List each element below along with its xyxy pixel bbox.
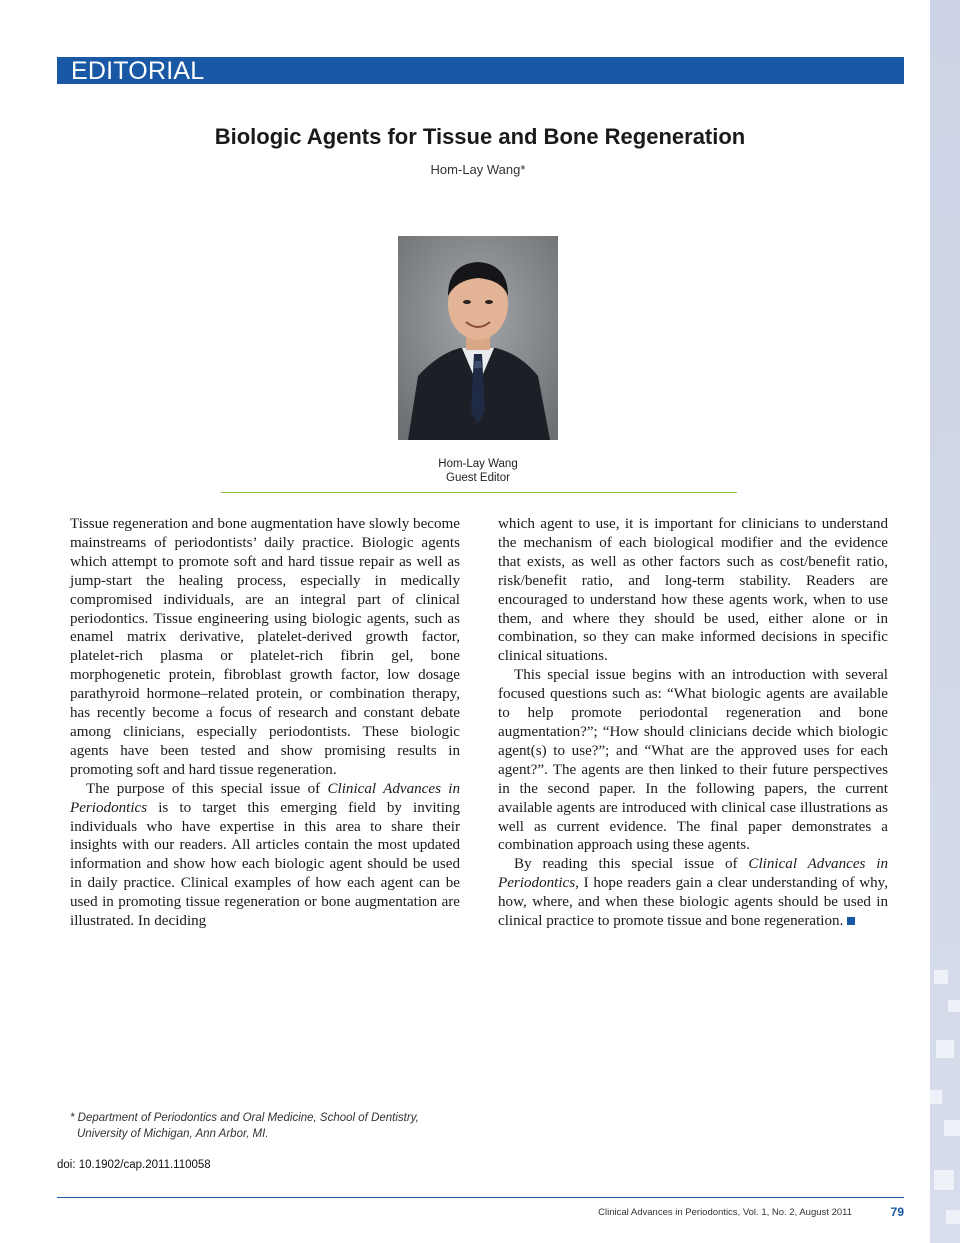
paragraph-2-continued: which agent to use, it is important for clinicians to understand the mechanism of each biological modifier and the evidence that exists, as well as other factors such as cost/benefit ratio, risk/benefit ratio, and long-term stability. Readers are encouraged to understand how these agents work, when to use them, and where they should be used, either alone or in combination, so they can make informed decisions in specific clinical situations. xyxy=(498,516,888,665)
paragraph-4: This special issue begins with an introduction with several focused questions such as: “What biologic agents are available to help promote periodontal regeneration and bone augmentation?”; “How should clinicians decide which biologic agent(s) to use?”; and “What are the approved uses for each agent?”. The agents are then linked to their future perspectives in the second paper. In the following papers, the current available agents are introduced with clinical case illustrations as well as current evidence. The final paper demonstrates a combination approach using these agents. xyxy=(498,667,888,854)
photo-caption xyxy=(0,457,956,485)
journal-name: Clinical Advances in Periodontics xyxy=(70,780,461,816)
caption-role: Guest Editor xyxy=(446,472,510,484)
paragraph-2: The purpose of this special issue of Clinical Advances in Periodontics is to target this emerging field by inviting individuals who have expertise in this area to share their insights with our readers. All articles contain the most updated information and show how each biologic agent should be used in daily practice. Clinical examples of how each agent can be used in promoting tissue regeneration or bone augmentation are illustrated. In deciding xyxy=(70,780,461,930)
section-banner xyxy=(57,57,904,84)
journal-name: Clinical Advances in Periodontics xyxy=(498,856,889,892)
paragraph-1: Tissue regeneration and bone augmentation have slowly become mainstreams of periodontists’ daily practice. Biologic agents which attempt to promote soft and hard tissue repair as well as jump-start the healing process, especially in medically compromised individuals, are an integral part of clinical periodontics. Tissue engineering using biologic agents, such as enamel matrix derivative, platelet-derived growth factor, platelet-rich plasma or platelet-rich fibrin gel, bone morphogenetic protein, fibroblast growth factor, low dosage parathyroid hormone–related protein, or combination therapy, has recently become a focus of research and constant debate among clinicians, especially periodontists. These biologic agents have been tested and show promising results in promoting soft and hard tissue regeneration. xyxy=(70,516,460,778)
paragraph-5: By reading this special issue of Clinical Advances in Periodontics, I hope readers gain a clear understanding of why, how, where, and when these biologic agents should be used in clinical practice to promote tissue and bone regeneration. xyxy=(498,856,889,930)
page-number: 79 xyxy=(890,1205,904,1219)
body-column-right xyxy=(498,515,888,931)
journal-citation: Clinical Advances in Periodontics, Vol. 1, No. 2, August 2011 xyxy=(598,1207,852,1218)
section-label: EDITORIAL xyxy=(71,57,205,85)
footer-divider xyxy=(57,1197,904,1198)
author-photo xyxy=(398,236,558,440)
article-author: Hom-Lay Wang* xyxy=(430,162,526,177)
end-of-article-icon xyxy=(847,917,855,925)
edge-tile-pattern xyxy=(930,960,960,1243)
footnote-line-2: University of Michigan, Ann Arbor, MI. xyxy=(77,1128,269,1140)
author-affiliation-footnote xyxy=(70,1110,490,1142)
footnote-line-1: * Department of Periodontics and Oral Medicine, School of Dentistry, xyxy=(70,1112,419,1124)
caption-name: Hom-Lay Wang xyxy=(438,458,518,470)
article-title: Biologic Agents for Tissue and Bone Regeneration xyxy=(214,124,746,149)
caption-divider xyxy=(221,492,737,493)
body-column-left xyxy=(70,515,460,931)
doi: doi: 10.1902/cap.2011.110058 xyxy=(57,1159,211,1171)
